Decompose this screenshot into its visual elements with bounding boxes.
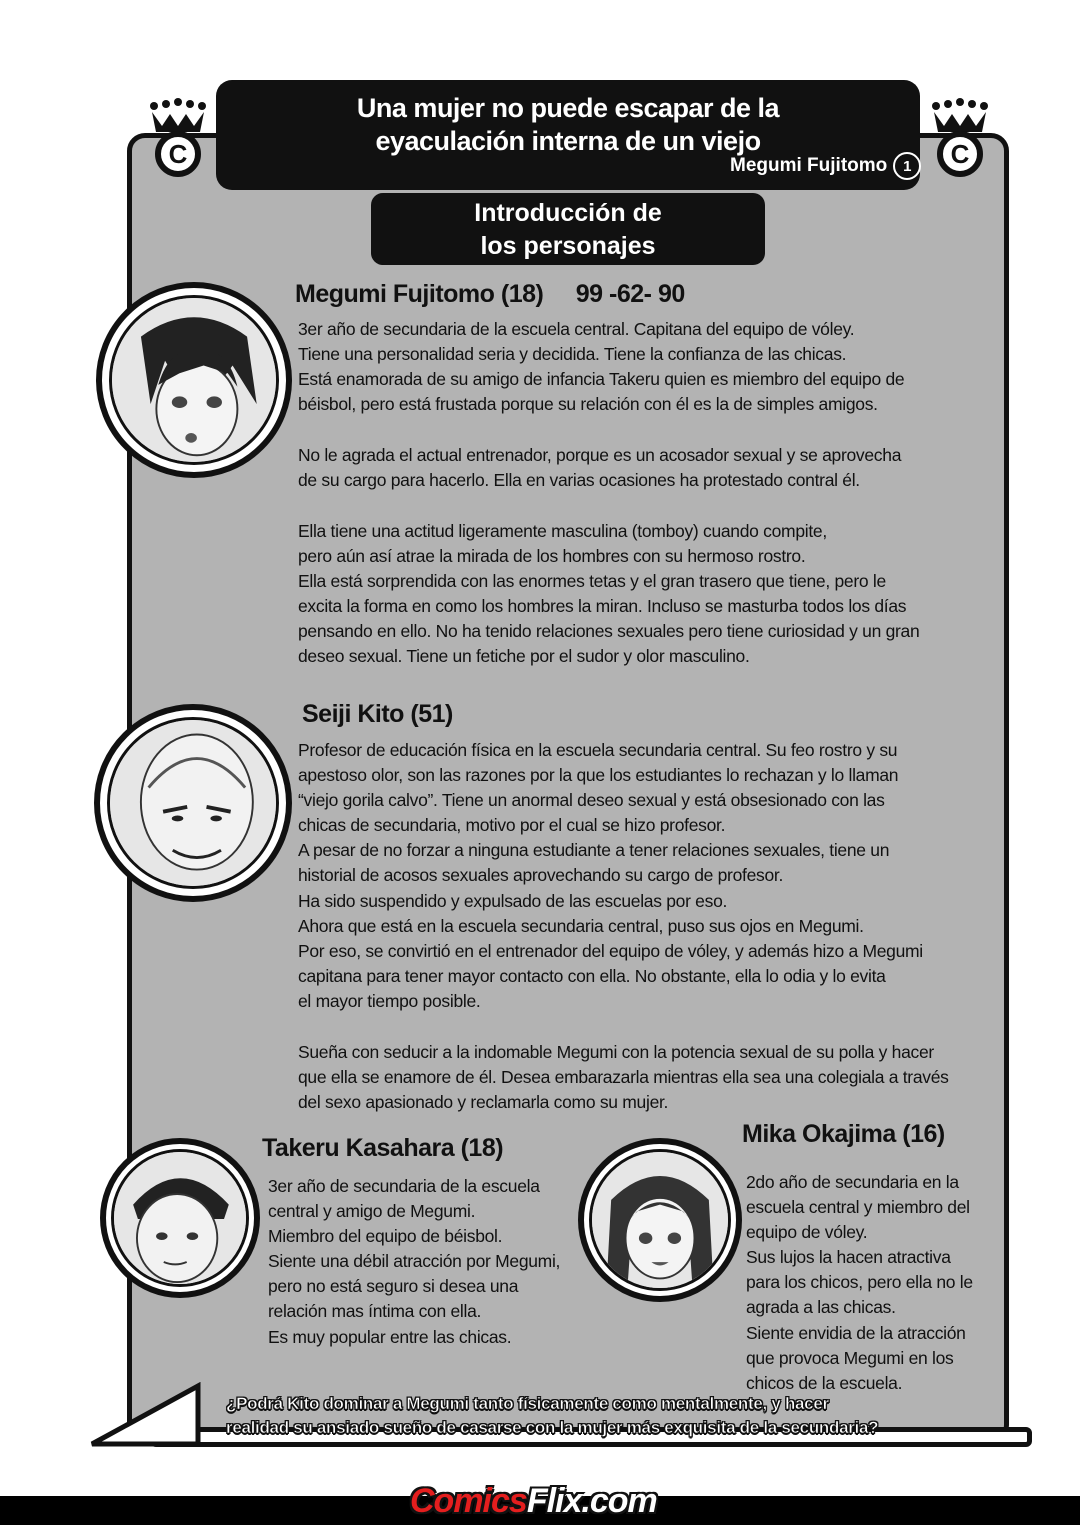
title-line-1: Una mujer no puede escapar de la bbox=[356, 93, 780, 123]
text-line: que ella se enamore de él. Desea embarazarla mientras ella sea una colegiala a través bbox=[298, 1067, 949, 1088]
megumi-name bbox=[295, 280, 685, 309]
text-line: Profesor de educación física en la escuela secundaria central. Su feo rostro y su bbox=[298, 740, 898, 760]
corner-triangle bbox=[86, 1382, 206, 1448]
text-line: Por eso, se convirtió en el entrenador del equipo de vóley, y además hizo a Megumi bbox=[298, 940, 923, 961]
megumi-paragraph-3 bbox=[298, 519, 919, 670]
brand-part-1: Comics bbox=[410, 1482, 527, 1520]
text-line: chicos de la escuela. bbox=[746, 1372, 903, 1393]
subtitle-text: Megumi Fujitomo bbox=[730, 155, 888, 176]
text-line: agrada a las chicas. bbox=[746, 1297, 896, 1318]
text-line: escuela central y miembro del bbox=[746, 1197, 970, 1218]
site-brand-logo[interactable] bbox=[410, 1482, 657, 1521]
text-line: central y amigo de Megumi. bbox=[268, 1201, 476, 1222]
mika-name: Mika Okajima (16) bbox=[742, 1120, 945, 1148]
text-line: equipo de vóley. bbox=[746, 1222, 868, 1243]
text-line: 3er año de secundaria de la escuela central. Capitana del equipo de vóley. bbox=[298, 319, 855, 339]
section-heading bbox=[371, 193, 765, 265]
megumi-name-text: Megumi Fujitomo (18) bbox=[295, 280, 544, 308]
text-line: Ella está sorprendida con las enormes tetas y el gran trasero que tiene, pero le bbox=[298, 571, 886, 592]
text-line: apestoso olor, son las razones por la que los estudiantes lo rechazan y lo llaman bbox=[298, 765, 899, 786]
section-line-2: los personajes bbox=[480, 232, 656, 260]
seiji-name: Seiji Kito (51) bbox=[302, 700, 453, 728]
portrait-seiji bbox=[94, 704, 292, 902]
text-line: excita la forma en como los hombres la miran. Incluso se masturba todos los días bbox=[298, 596, 907, 617]
text-line: 2do año de secundaria en la bbox=[746, 1172, 959, 1192]
text-line: Siente envidia de la atracción bbox=[746, 1322, 966, 1343]
text-line: Ahora que está en la escuela secundaria central, puso sus ojos en Megumi. bbox=[298, 915, 864, 936]
portrait-megumi bbox=[96, 282, 292, 478]
text-line: A pesar de no forzar a ninguna estudiante a tener relaciones sexuales, tiene un bbox=[298, 840, 890, 861]
text-line: Sueña con seducir a la indomable Megumi con la potencia sexual de su polla y hacer bbox=[298, 1042, 934, 1062]
closing-question bbox=[226, 1392, 878, 1440]
text-line: Tiene una personalidad seria y decidida. Tiene la confianza de las chicas. bbox=[298, 344, 847, 365]
takeru-face-image bbox=[111, 1149, 249, 1287]
text-line: 3er año de secundaria de la escuela bbox=[268, 1176, 540, 1196]
portrait-takeru bbox=[100, 1138, 260, 1298]
crown-logo-icon bbox=[930, 98, 990, 178]
megumi-measurements: 99 -62- 90 bbox=[575, 280, 685, 308]
section-line-1: Introducción de bbox=[474, 199, 662, 227]
text-line: historial de acosos sexuales aprovechando su cargo de profesor. bbox=[298, 865, 784, 886]
crown-logo-icon bbox=[148, 98, 208, 178]
text-line: Está enamorada de su amigo de infancia Takeru quien es miembro del equipo de bbox=[298, 369, 905, 390]
title-line-2: eyaculación interna de un viejo bbox=[375, 126, 761, 156]
text-line: capitana para tener mayor contacto con ella. No obstante, ella lo odia y lo evita bbox=[298, 965, 886, 986]
chapter-number: 1 bbox=[893, 152, 921, 180]
text-line: Es muy popular entre las chicas. bbox=[268, 1326, 512, 1347]
brand-part-2: Flix.com bbox=[526, 1482, 657, 1520]
takeru-paragraph bbox=[268, 1174, 560, 1350]
text-line: Sus lujos la hacen atractiva bbox=[746, 1247, 951, 1268]
text-line: Siente una débil atracción por Megumi, bbox=[268, 1251, 561, 1272]
seiji-paragraph-2 bbox=[298, 1040, 949, 1115]
mika-paragraph bbox=[746, 1170, 973, 1396]
text-line: para los chicos, pero ella no le bbox=[746, 1272, 973, 1293]
text-line: Ella tiene una actitud ligeramente masculina (tomboy) cuando compite, bbox=[298, 521, 827, 541]
takeru-name: Takeru Kasahara (18) bbox=[262, 1134, 504, 1162]
text-line: pensando en ello. No ha tenido relaciones sexuales pero tiene curiosidad y un gran bbox=[298, 621, 920, 642]
question-line-2: realidad su ansiado sueño de casarse con la mujer más exquisita de la secundaria? bbox=[226, 1418, 879, 1437]
text-line: de su cargo para hacerlo. Ella en varias ocasiones ha protestado contral él. bbox=[298, 470, 860, 491]
text-line: deseo sexual. Tiene un fetiche por el sudor y olor masculino. bbox=[298, 646, 750, 667]
svg-text:C: C bbox=[950, 139, 970, 169]
text-line: béisbol, pero está frustada porque su relación con él es la de simples amigos. bbox=[298, 394, 878, 415]
text-line: del sexo apasionado y reclamarla como su mujer. bbox=[298, 1092, 669, 1113]
text-line: que provoca Megumi en los bbox=[746, 1347, 954, 1368]
svg-text:C: C bbox=[168, 139, 188, 169]
text-line: pero aún así atrae la mirada de los hombres con su hermoso rostro. bbox=[298, 546, 806, 567]
megumi-face-image bbox=[109, 295, 279, 465]
text-line: chicas de secundaria, motivo por el cual se hizo profesor. bbox=[298, 815, 726, 836]
mika-face-image bbox=[589, 1149, 731, 1291]
title-subtitle bbox=[730, 152, 921, 180]
text-line: No le agrada el actual entrenador, porque es un acosador sexual y se aprovecha bbox=[298, 445, 902, 465]
text-line: “viejo gorila calvo”. Tiene un anormal deseo sexual y está obsesionado con las bbox=[298, 790, 885, 811]
text-line: el mayor tiempo posible. bbox=[298, 990, 481, 1011]
megumi-paragraph-2 bbox=[298, 443, 901, 493]
text-line: Miembro del equipo de béisbol. bbox=[268, 1226, 503, 1247]
portrait-mika bbox=[578, 1138, 742, 1302]
megumi-paragraph-1 bbox=[298, 317, 904, 417]
text-line: pero no está seguro si desea una bbox=[268, 1276, 519, 1297]
text-line: Ha sido suspendido y expulsado de las escuelas por eso. bbox=[298, 890, 728, 911]
seiji-face-image bbox=[107, 717, 279, 889]
seiji-paragraph-1 bbox=[298, 738, 923, 1014]
text-line: relación mas íntima con ella. bbox=[268, 1301, 482, 1322]
question-line-1: ¿Podrá Kito dominar a Megumi tanto físicamente como mentalmente, y hacer bbox=[226, 1394, 829, 1413]
